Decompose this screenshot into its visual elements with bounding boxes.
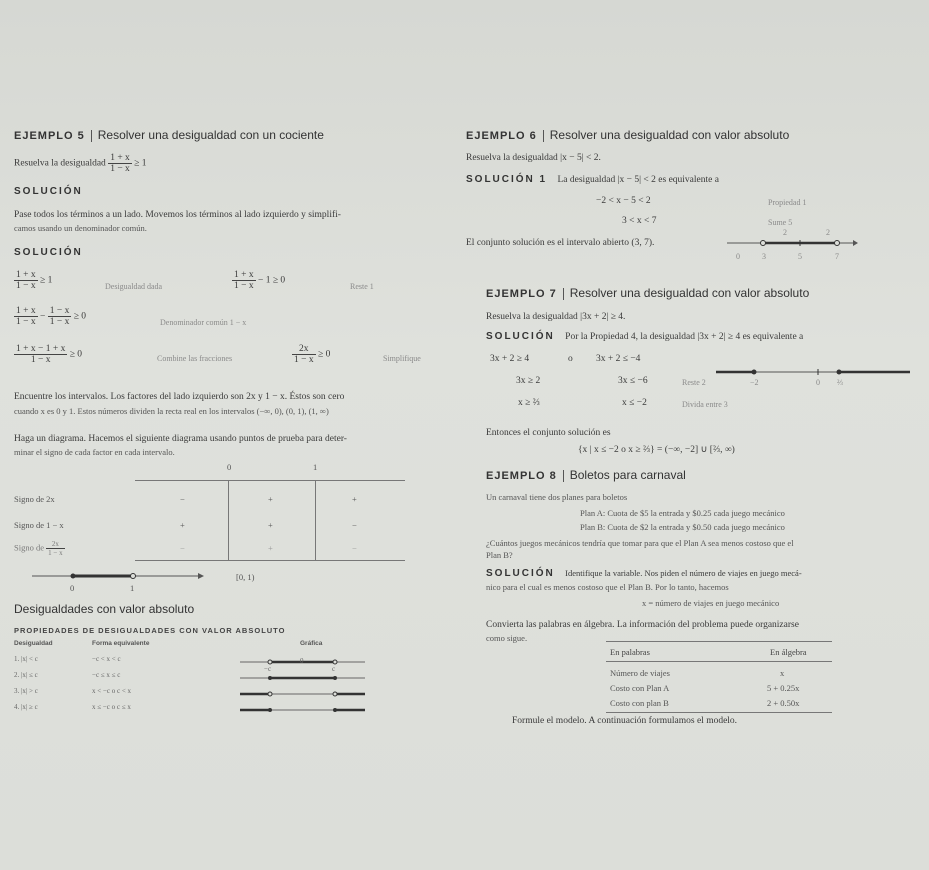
quotient-label-text: Signo de: [14, 542, 44, 553]
step2-numerator-2: 1 − x: [49, 306, 70, 316]
row-number: 4.: [14, 703, 20, 711]
graph-label-c: c: [332, 665, 336, 673]
step2-denominator-1: 1 − x: [16, 317, 36, 327]
example-7-nl-0: 0: [816, 378, 820, 387]
graph-label-zero: 0: [300, 657, 304, 665]
example-7-solution-text: Por la Propiedad 4, la desigualdad |3x + 2| ≥ 4 es equivalente a: [565, 332, 804, 342]
abs-row-1: [14, 655, 38, 663]
step3b-denominator: 1 − x: [294, 355, 314, 365]
example-6-step-2-note: Sume 5: [768, 218, 793, 227]
sign-table-divider-0: [228, 480, 229, 560]
example-8-table-bottom-rule: [606, 712, 832, 713]
example-7-b3: x ≤ −2: [622, 398, 647, 408]
example-6-solution-line: [466, 174, 719, 185]
example-6-solution-label: SOLUCIÓN 1: [466, 174, 548, 185]
intro-line-1: Pase todos los términos a un lado. Movemos los términos al lado izquierdo y simplifi-: [14, 210, 341, 220]
example-7-b2: 3x ≤ −6: [618, 376, 648, 386]
example-5-number-line: [28, 566, 208, 596]
example-6-nl-top-1: 2: [783, 228, 787, 237]
step3-denominator: 1 − x: [30, 355, 51, 365]
row-equivalent: −c < x < c: [92, 655, 121, 663]
example-6-nl-5: 5: [798, 252, 802, 261]
example-8-question-2: Plan B?: [486, 550, 513, 560]
step2-denominator-2: 1 − x: [49, 317, 70, 327]
sign-table-top-rule: [135, 480, 405, 481]
fraction-denominator: 1 − x: [110, 164, 130, 174]
example-8-table-head-rule: [606, 661, 832, 662]
example-6-nl-top-2: 2: [826, 228, 830, 237]
step1b-relation: − 1 ≥ 0: [257, 275, 286, 286]
example-5-answer: [0, 1): [236, 572, 255, 582]
sign-table-head-1: 1: [313, 462, 318, 472]
example-8-table-top-rule: [606, 641, 832, 642]
row-label-2x: Signo de 2x: [14, 494, 55, 504]
example-8-header: [486, 468, 686, 482]
example-6-label: EJEMPLO 6: [466, 130, 537, 142]
example-7-solution-set: {x | x ≤ −2 o x ≥ ⅔} = (−∞, −2] ∪ [⅔, ∞): [578, 445, 735, 455]
example-7-solution-line: [486, 331, 803, 342]
abs-graphs: [240, 648, 370, 724]
example-6-conclusion: El conjunto solución es el intervalo abierto (3, 7).: [466, 238, 655, 248]
example-5-title: Resolver una desigualdad con un cociente: [97, 128, 324, 142]
example-8-convert-2: como sigue.: [486, 633, 528, 643]
step3b-numerator: 2x: [292, 344, 316, 355]
example-8-th-algebra: En álgebra: [770, 647, 807, 657]
step-3-expression: [14, 344, 82, 365]
number-line-label-1: 1: [130, 583, 135, 593]
row-number: 3.: [14, 687, 20, 695]
example-8-title: Boletos para carnaval: [569, 468, 686, 482]
step3b-relation: ≥ 0: [317, 349, 331, 360]
quotient-denominator: 1 − x: [48, 549, 63, 557]
example-8-s2: nico para el cual es menos costoso que el Plan B. Por lo tanto, hacemos: [486, 582, 729, 592]
table-cell-algebra: 2 + 0.50x: [767, 698, 800, 708]
sign-table-head-0: 0: [227, 462, 232, 472]
example-7-a3: x ≥ ⅔: [518, 398, 540, 408]
step-3b-expression: [292, 344, 330, 365]
example-6-title: Resolver una desigualdad con valor absoluto: [549, 128, 790, 142]
prompt-fraction: [108, 153, 132, 174]
abs-row-4: [14, 703, 38, 711]
quotient-numerator: 2x: [46, 540, 64, 549]
sign-cell: −: [352, 520, 357, 530]
quotient-fraction: [46, 540, 64, 557]
row-inequality: |x| ≥ c: [21, 703, 38, 711]
example-7-title: Resolver una desigualdad con valor absoluto: [569, 286, 810, 300]
step-1b-note: Reste 1: [350, 282, 374, 291]
example-8-model: Formule el modelo. A continuación formulamos el modelo.: [512, 716, 738, 726]
prompt-text: Resuelva la desigualdad: [14, 158, 106, 169]
row-label-quotient: [14, 540, 65, 557]
example-6-step-1-note: Propiedad 1: [768, 198, 807, 207]
abs-col-forma: Forma equivalente: [92, 640, 150, 647]
example-7-a2: 3x ≥ 2: [516, 376, 541, 386]
example-7-a1: 3x + 2 ≥ 4: [490, 354, 530, 364]
example-6-prompt: Resuelva la desigualdad |x − 5| < 2.: [466, 153, 601, 163]
sign-cell: −: [180, 494, 185, 504]
step3-numerator: 1 + x − 1 + x: [16, 344, 66, 354]
factors-line-1: Encuentre los intervalos. Los factores del lado izquierdo son 2x y 1 − x. Éstos son cero: [14, 392, 345, 402]
example-7-b1: 3x + 2 ≤ −4: [596, 354, 641, 364]
diagram-line-1: Haga un diagrama. Hacemos el siguiente diagrama usando puntos de prueba para deter-: [14, 434, 347, 444]
example-7-nl-two-thirds: ⅔: [837, 378, 843, 387]
sign-cell: −: [352, 543, 357, 553]
example-7-solution-label: SOLUCIÓN: [486, 331, 555, 342]
step2-numerator-1: 1 + x: [16, 306, 36, 316]
solution-label-2: SOLUCIÓN: [14, 247, 83, 258]
step-3b-note: Simplifique: [383, 354, 421, 363]
example-7-header: [486, 286, 809, 300]
step1b-numerator: 1 + x: [234, 270, 254, 280]
sign-cell: +: [180, 520, 185, 530]
sign-cell: +: [268, 520, 273, 530]
step3-relation: ≥ 0: [69, 349, 83, 360]
example-6-number-line: [725, 232, 860, 254]
row-equivalent: −c ≤ x ≤ c: [92, 671, 121, 679]
factors-line-2: cuando x es 0 y 1. Estos números dividen la recta real en los intervalos (−∞, 0), (0, 1), (1, ∞): [14, 406, 329, 416]
example-5-label: EJEMPLO 5: [14, 130, 85, 142]
sign-table-divider-1: [315, 480, 316, 560]
table-cell-algebra: x: [780, 668, 785, 678]
abs-section-title: Desigualdades con valor absoluto: [14, 602, 195, 616]
example-8-solution-line: [486, 568, 802, 579]
solution-label: SOLUCIÓN: [14, 186, 83, 197]
step-1-expression: [14, 270, 52, 291]
example-8-question-1: ¿Cuántos juegos mecánicos tendría que tomar para que el Plan A sea menos costoso que el: [486, 538, 794, 548]
example-6-nl-7: 7: [835, 252, 839, 261]
graph-label-neg-c: −c: [264, 665, 272, 673]
example-8-plan-b: Plan B: Cuota de $2 la entrada y $0.50 cada juego mecánico: [580, 522, 785, 532]
row-label-1-minus-x: Signo de 1 − x: [14, 520, 64, 530]
sign-cell: +: [268, 494, 273, 504]
step1-denominator: 1 − x: [16, 281, 36, 291]
table-cell-words: Costo con plan B: [610, 698, 669, 708]
row-equivalent: x < −c o c < x: [92, 687, 132, 695]
example-7-or: o: [568, 354, 573, 364]
abs-col-desigualdad: Desigualdad: [14, 640, 53, 647]
table-cell-algebra: 5 + 0.25x: [767, 683, 800, 693]
example-8-variable: x = número de viajes en juego mecánico: [642, 598, 780, 608]
example-6-step-2: 3 < x < 7: [622, 216, 657, 226]
prompt-relation: ≥ 1: [134, 158, 147, 169]
row-number: 1.: [14, 655, 20, 663]
row-equivalent: x ≤ −c o c ≤ x: [92, 703, 131, 711]
example-6-step-1: −2 < x − 5 < 2: [596, 196, 651, 206]
example-6-header: [466, 128, 789, 142]
example-5-header: [14, 128, 324, 142]
example-7-conclusion: Entonces el conjunto solución es: [486, 428, 611, 438]
sign-cell: −: [180, 543, 185, 553]
sign-cell: +: [352, 494, 357, 504]
step-2-note: Denominador común 1 − x: [160, 318, 247, 327]
intro-line-2: camos usando un denominador común.: [14, 223, 147, 233]
step1b-denominator: 1 − x: [234, 281, 254, 291]
example-8-label: EJEMPLO 8: [486, 470, 557, 482]
step-3-note: Combine las fracciones: [157, 354, 233, 363]
example-7-prompt: Resuelva la desigualdad |3x + 2| ≥ 4.: [486, 312, 626, 322]
example-8-solution-label: SOLUCIÓN: [486, 568, 555, 579]
step2-relation: ≥ 0: [73, 311, 87, 322]
row-number: 2.: [14, 671, 20, 679]
sign-cell: +: [268, 543, 273, 553]
example-6-solution-text: La desigualdad |x − 5| < 2 es equivalente a: [557, 175, 719, 185]
example-8-th-words: En palabras: [610, 647, 650, 657]
example-6-nl-0: 0: [736, 252, 740, 261]
example-5-prompt: [14, 153, 147, 174]
fraction-numerator: 1 + x: [110, 153, 130, 163]
table-cell-words: Número de viajes: [610, 668, 670, 678]
example-8-convert-1: Convierta las palabras en álgebra. La información del problema puede organizarse: [486, 620, 799, 630]
diagram-line-2: minar el signo de cada factor en cada intervalo.: [14, 447, 175, 457]
row-inequality: |x| < c: [21, 655, 38, 663]
example-8-solution-text: Identifique la variable. Nos piden el número de viajes en juego mecá-: [565, 568, 802, 578]
sign-table-bottom-rule: [135, 560, 405, 561]
number-line-label-0: 0: [70, 583, 75, 593]
abs-row-3: [14, 687, 38, 695]
example-8-p1: Un carnaval tiene dos planes para boletos: [486, 492, 628, 502]
step-1b-expression: [232, 270, 285, 291]
example-6-nl-3: 3: [762, 252, 766, 261]
table-cell-words: Costo con Plan A: [610, 683, 670, 693]
row-inequality: |x| ≤ c: [21, 671, 38, 679]
step-1-note: Desigualdad dada: [105, 282, 163, 291]
example-7-note-2: Reste 2: [682, 378, 706, 387]
abs-col-grafica: Gráfica: [300, 640, 323, 647]
step1-numerator: 1 + x: [16, 270, 36, 280]
row-inequality: |x| > c: [21, 687, 38, 695]
example-7-number-line: [714, 366, 914, 388]
step-2-expression: $\frac{1 + x}{1 - x}$ − $\frac{1 - x}{1 - x}$ ≥ 0: [16, 306, 87, 327]
step1-relation: ≥ 1: [39, 275, 53, 286]
abs-row-2: [14, 671, 38, 679]
example-7-note-3: Divida entre 3: [682, 400, 728, 409]
example-8-plan-a: Plan A: Cuota de $5 la entrada y $0.25 cada juego mecánico: [580, 508, 785, 518]
example-7-label: EJEMPLO 7: [486, 288, 557, 300]
example-7-nl-neg2: −2: [750, 378, 759, 387]
abs-properties-title: PROPIEDADES DE DESIGUALDADES CON VALOR ABSOLUTO: [14, 626, 286, 635]
